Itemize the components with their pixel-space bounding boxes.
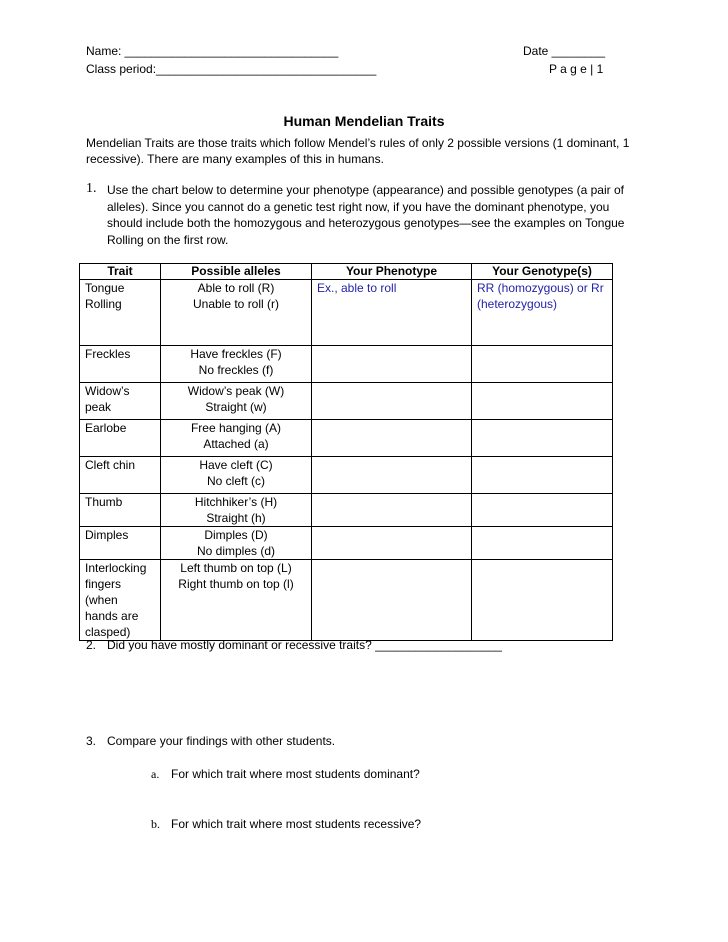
traits-table <box>79 263 613 641</box>
question-1-text: Use the chart below to determine your phenotype (appearance) and possible genotypes (a pair of alleles). Since you cannot do a genetic test right now, if you have the dominant phenotype, you should include both the homozygous and heterozygous genotypes—see the examples on Tongue Rolling on the first row. <box>107 183 625 247</box>
table-row <box>80 527 613 560</box>
alleles-cell: Have freckles (F) No freckles (f) <box>161 346 312 383</box>
question-3-text: Compare your findings with other students. <box>107 734 336 748</box>
phenotype-cell[interactable] <box>312 383 472 420</box>
alleles-cell: Widow’s peak (W) Straight (w) <box>161 383 312 420</box>
trait-cell: Widow’s peak <box>80 383 161 420</box>
date-line: Date ________ <box>523 44 606 58</box>
genotype-cell[interactable] <box>472 346 613 383</box>
table-row <box>80 280 613 346</box>
phenotype-cell[interactable] <box>312 457 472 494</box>
phenotype-cell[interactable] <box>312 420 472 457</box>
alleles-cell: Dimples (D) No dimples (d) <box>161 527 312 560</box>
genotype-cell[interactable] <box>472 494 613 527</box>
header-possible-alleles: Possible alleles <box>161 264 312 280</box>
question-3-number: 3. <box>86 734 97 748</box>
alleles-cell: Have cleft (C) No cleft (c) <box>161 457 312 494</box>
header-your-phenotype: Your Phenotype <box>312 264 472 280</box>
intro-line-1: Mendelian Traits are those traits which follow Mendel’s rules of only 2 possible versions (1 dominant, 1 <box>86 136 630 150</box>
alleles-cell: Hitchhiker’s (H) Straight (h) <box>161 494 312 527</box>
table-row <box>80 383 613 420</box>
alleles-cell: Free hanging (A) Attached (a) <box>161 420 312 457</box>
phenotype-cell[interactable]: Ex., able to roll <box>312 280 472 346</box>
intro-line-2: recessive). There are many examples of this in humans. <box>86 152 384 166</box>
trait-cell: Freckles <box>80 346 161 383</box>
trait-cell: Tongue Rolling <box>80 280 161 346</box>
alleles-cell: Left thumb on top (L) Right thumb on top (l) <box>161 560 312 641</box>
phenotype-cell[interactable] <box>312 346 472 383</box>
class-period-line: Class period:_________________________________ <box>86 62 377 76</box>
phenotype-cell[interactable] <box>312 527 472 560</box>
genotype-cell[interactable] <box>472 560 613 641</box>
question-3b-text: For which trait where most students recessive? <box>171 817 422 831</box>
page-title: Human Mendelian Traits <box>283 113 445 129</box>
question-2-text: Did you have mostly dominant or recessive traits? ___________________ <box>107 638 502 652</box>
genotype-cell[interactable]: RR (homozygous) or Rr (heterozygous) <box>472 280 613 346</box>
header-your-genotypes: Your Genotype(s) <box>472 264 613 280</box>
header-trait: Trait <box>80 264 161 280</box>
alleles-cell: Able to roll (R) Unable to roll (r) <box>161 280 312 346</box>
table-row <box>80 346 613 383</box>
table-row <box>80 420 613 457</box>
trait-cell: Interlocking fingers (when hands are clasped) <box>80 560 161 641</box>
table-row <box>80 494 613 527</box>
trait-cell: Earlobe <box>80 420 161 457</box>
phenotype-cell[interactable] <box>312 560 472 641</box>
question-3a-text: For which trait where most students dominant? <box>171 767 420 781</box>
table-row <box>80 457 613 494</box>
question-3a-label: a. <box>151 767 160 781</box>
genotype-cell[interactable] <box>472 457 613 494</box>
question-3b-label: b. <box>151 817 160 831</box>
trait-cell: Cleft chin <box>80 457 161 494</box>
table-row <box>80 560 613 641</box>
question-1-number: 1. <box>86 181 97 196</box>
trait-cell: Dimples <box>80 527 161 560</box>
name-line: Name: ________________________________ <box>86 44 339 58</box>
phenotype-cell[interactable] <box>312 494 472 527</box>
genotype-cell[interactable] <box>472 383 613 420</box>
genotype-cell[interactable] <box>472 420 613 457</box>
trait-cell: Thumb <box>80 494 161 527</box>
question-2-number: 2. <box>86 638 97 652</box>
genotype-cell[interactable] <box>472 527 613 560</box>
table-header-row <box>80 264 613 280</box>
page-number: P a g e | 1 <box>549 62 604 76</box>
